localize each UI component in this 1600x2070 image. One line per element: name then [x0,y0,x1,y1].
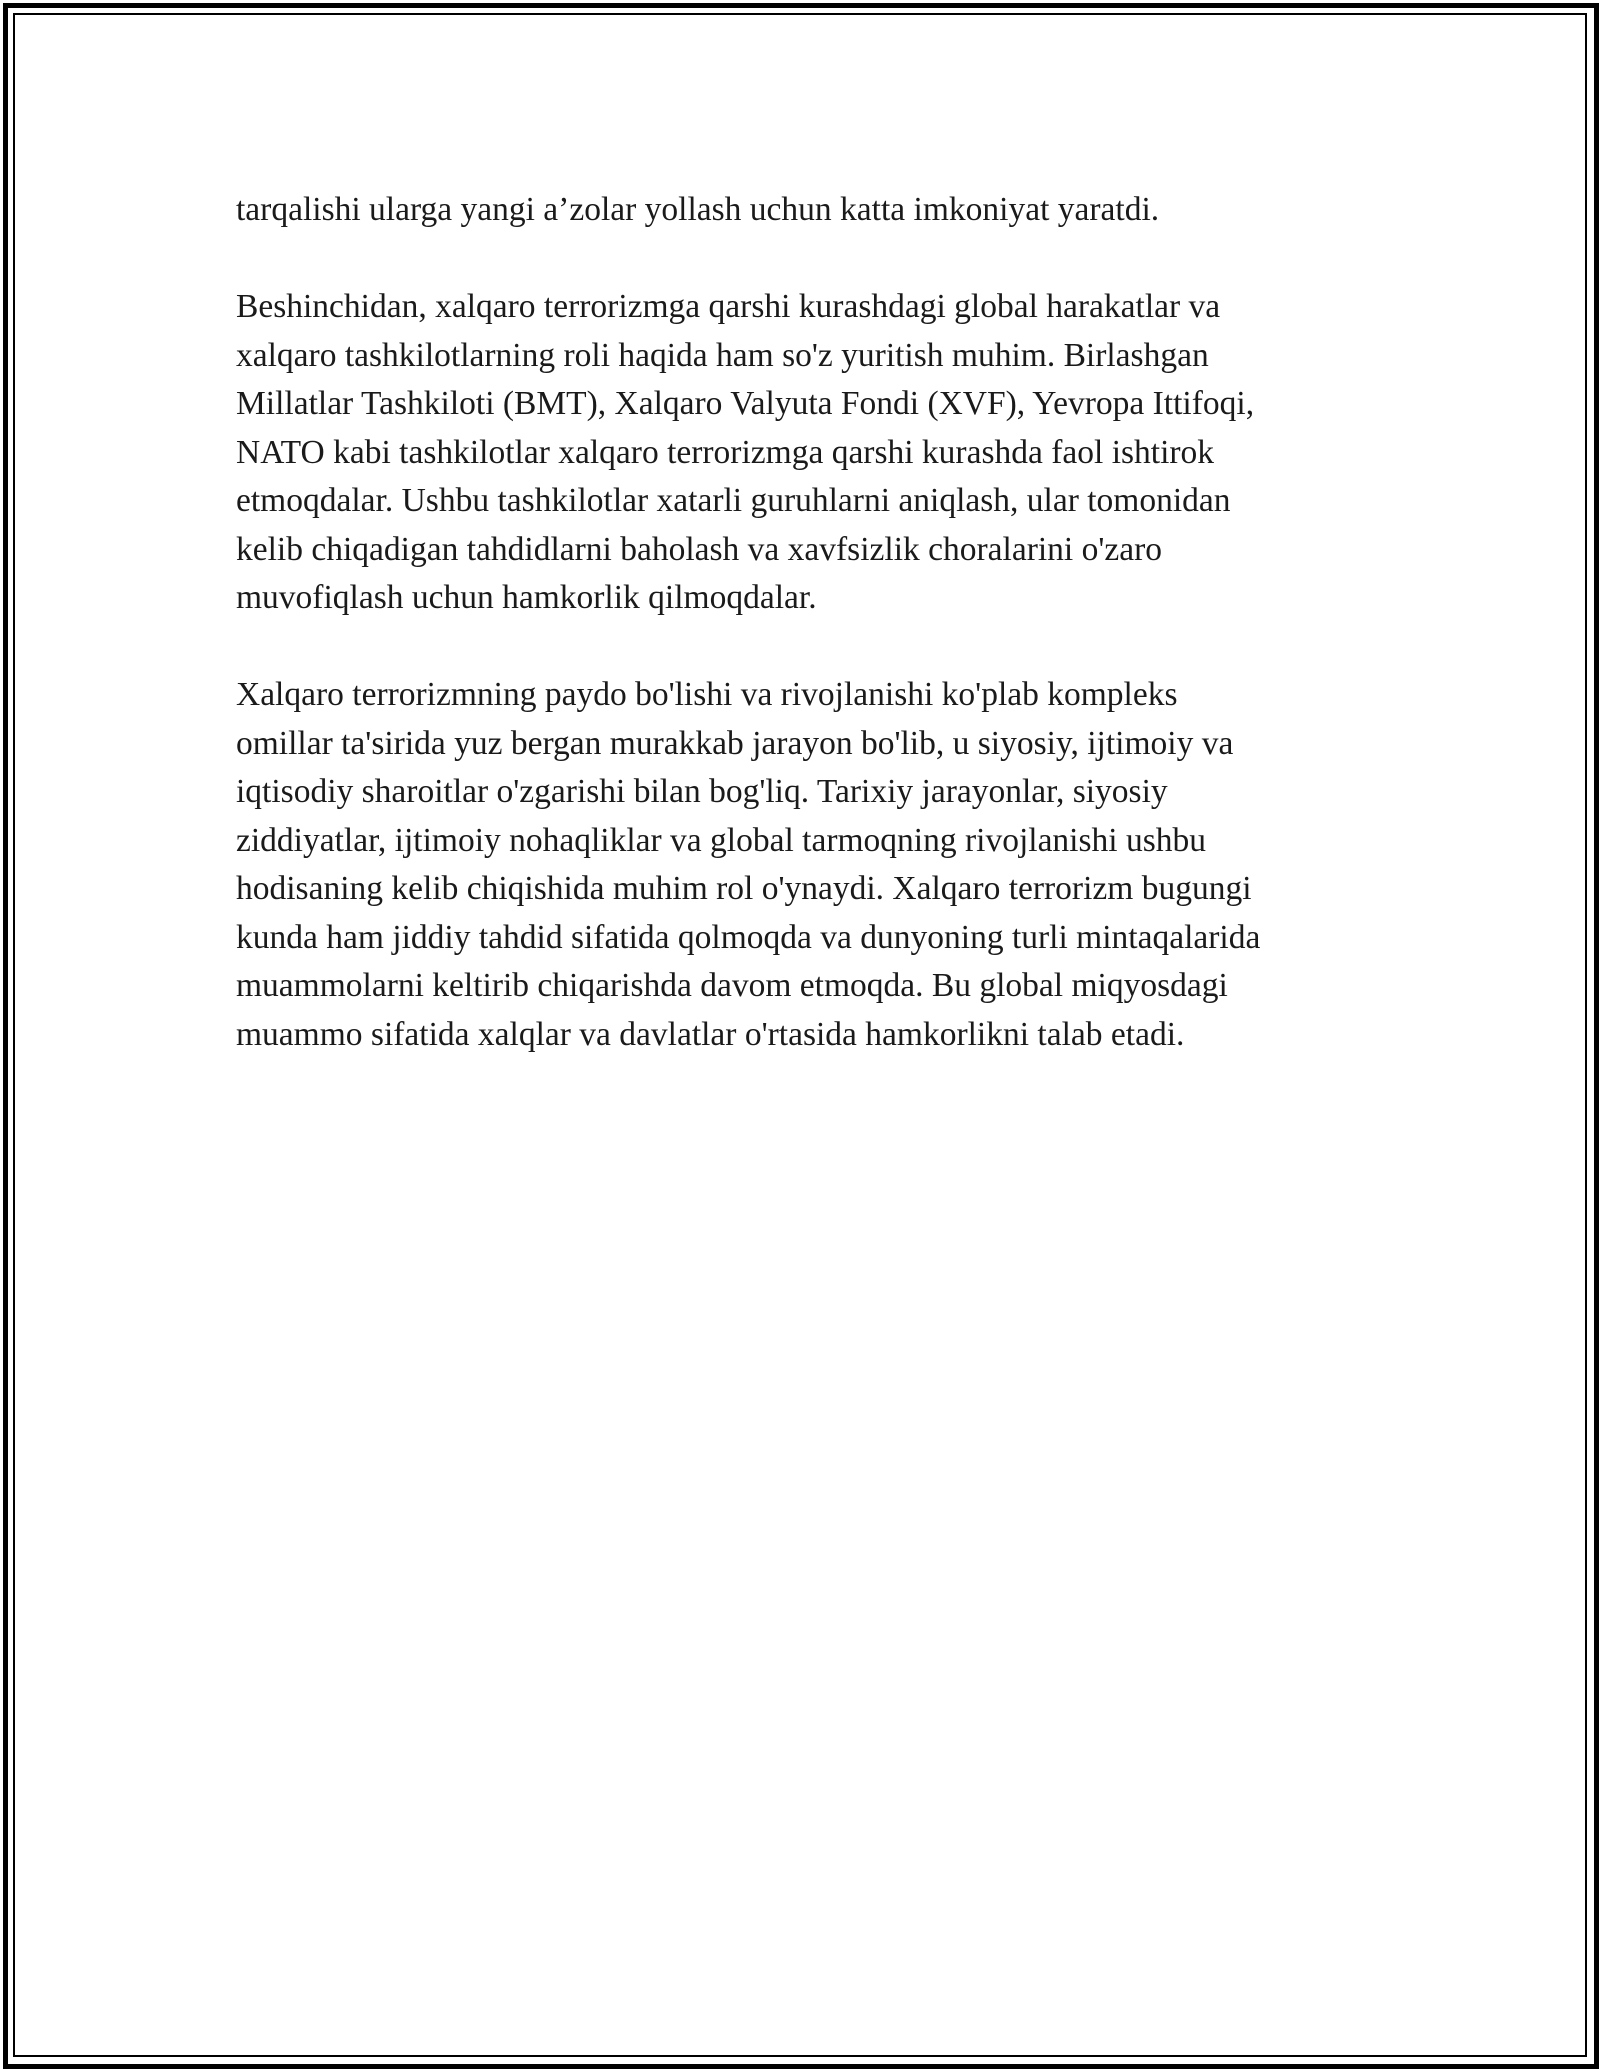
document-body [236,186,1376,1108]
paragraph-1: tarqalishi ularga yangi a’zolar yollash uchun katta imkoniyat yaratdi. [236,191,1160,228]
paragraph-2: Beshinchidan, xalqaro terrorizmga qarshi kurashdagi global harakatlar va xalqaro tashkilotlarning roli haqida ham so'z yuritish muhim. Birlashgan Millatlar Tashkiloti (BMT), Xalqaro Valyuta Fondi (XVF), Yevropa Ittifoqi, NATO kabi tashkilotlar xalqaro terrorizmga qarshi kurashda faol ishtirok etmoqdalar. Ushbu tashkilotlar xatarli guruhlarni aniqlash, ular tomonidan kelib chiqadigan tahdidlarni baholash va xavfsizlik choralarini o'zaro muvofiqlash uchun hamkorlik qilmoqdalar. [236,288,1255,616]
paragraph-3: Xalqaro terrorizmning paydo bo'lishi va rivojlanishi ko'plab kompleks omillar ta'sirida yuz bergan murakkab jarayon bo'lib, u siyosiy, ijtimoiy va iqtisodiy sharoitlar o'zgarishi bilan bog'liq. Tarixiy jarayonlar, siyosiy ziddiyatlar, ijtimoiy nohaqliklar va global tarmoqning rivojlanishi ushbu hodisaning kelib chiqishida muhim rol o'ynaydi. Xalqaro terrorizm bugungi kunda ham jiddiy tahdid sifatida qolmoqda va dunyoning turli mintaqalarida muammolarni keltirib chiqarishda davom etmoqda. Bu global miqyosdagi muammo sifatida xalqlar va davlatlar o'rtasida hamkorlikni talab etadi. [236,676,1261,1053]
